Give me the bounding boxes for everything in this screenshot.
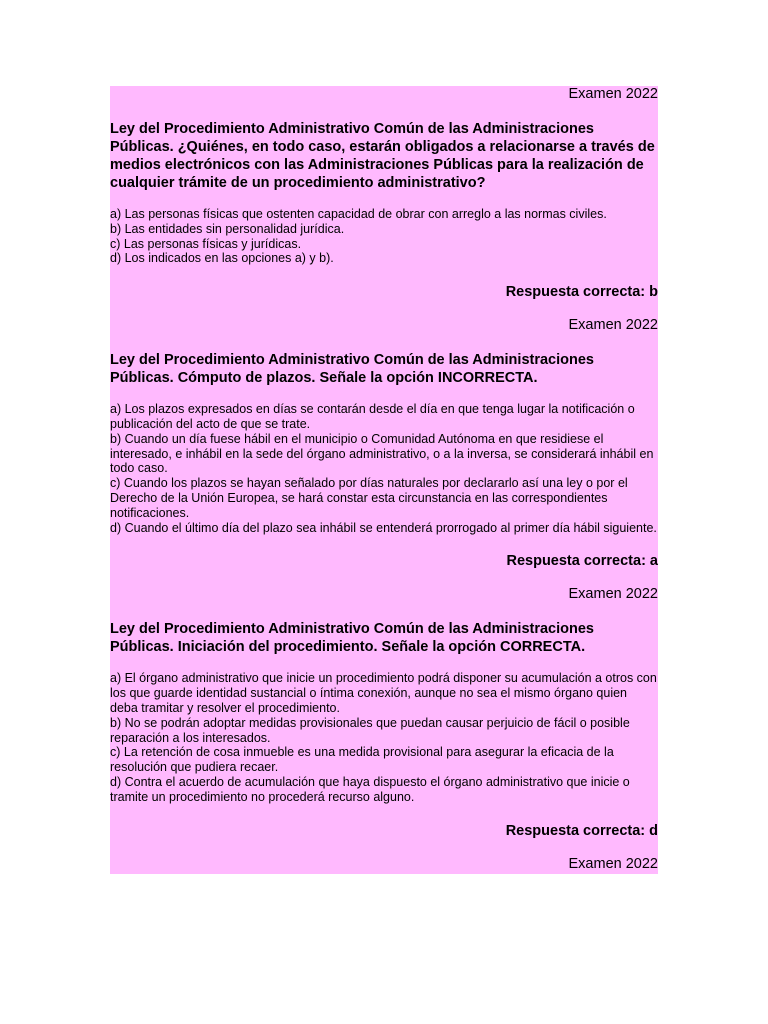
option-a: a) El órgano administrativo que inicie un procedimiento podrá disponer su acumulación a otros con los que guarde identidad sustancial o íntima conexión, aunque no sea el mismo órgano quien deba tramitar y resolver el procedimiento. <box>110 671 657 715</box>
option-d: d) Cuando el último día del plazo sea inhábil se entenderá prorrogado al primer día hábil siguiente. <box>110 520 657 535</box>
options-list <box>110 671 658 804</box>
option-a: a) Las personas físicas que ostenten capacidad de obrar con arreglo a las normas civiles. <box>110 207 607 221</box>
option-b: b) Cuando un día fuese hábil en el municipio o Comunidad Autónoma en que residiese el interesado, e inhábil en la sede del órgano administrativo, o a la inversa, se considerará inhábil en todo caso. <box>110 431 654 476</box>
option-b: b) No se podrán adoptar medidas provisionales que puedan causar perjuicio de fácil o posible reparación a los interesados. <box>110 715 630 745</box>
trailing-exam-tag: Examen 2022 <box>568 855 658 872</box>
question-text: Ley del Procedimiento Administrativo Común de las Administraciones Públicas. Cómputo de plazos. Señale la opción INCORRECTA. <box>110 352 594 387</box>
question-block-2 <box>110 317 658 570</box>
exam-tag: Examen 2022 <box>568 86 658 102</box>
correct-answer: Respuesta correcta: b <box>505 284 658 301</box>
option-b: b) Las entidades sin personalidad jurídica. <box>110 221 345 236</box>
options-list <box>110 207 658 266</box>
correct-answer: Respuesta correcta: d <box>505 822 658 839</box>
option-d: d) Contra el acuerdo de acumulación que haya dispuesto el órgano administrativo que inicie o tramite un procedimiento no procederá recurso alguno. <box>110 774 630 804</box>
question-block-1 <box>110 86 658 301</box>
question-block-3 <box>110 586 658 839</box>
option-d: d) Los indicados en las opciones a) y b). <box>110 251 334 266</box>
question-text: Ley del Procedimiento Administrativo Común de las Administraciones Públicas. ¿Quiénes, en todo caso, estarán obligados a relacionarse a través de medios electrónicos con las Administraciones Públicas para la realización de cualquier trámite de un procedimiento administrativo? <box>110 121 655 191</box>
option-a: a) Los plazos expresados en días se contarán desde el día en que tenga lugar la notificación o publicación del acto de que se trate. <box>110 402 635 431</box>
option-c: c) Cuando los plazos se hayan señalado por días naturales por declararlo así una ley o por el Derecho de la Unión Europea, se hará constar esta circunstancia en las correspondientes notificaciones. <box>110 476 628 520</box>
highlighted-content <box>110 86 658 874</box>
correct-answer: Respuesta correcta: a <box>506 553 658 570</box>
exam-tag: Examen 2022 <box>568 317 658 334</box>
exam-tag: Examen 2022 <box>568 586 658 603</box>
question-text: Ley del Procedimiento Administrativo Común de las Administraciones Públicas. Iniciación del procedimiento. Señale la opción CORRECTA. <box>110 621 594 656</box>
option-c: c) Las personas físicas y jurídicas. <box>110 236 302 251</box>
option-c: c) La retención de cosa inmueble es una medida provisional para asegurar la eficacia de la resolución que pudiera recaer. <box>110 745 614 775</box>
options-list <box>110 402 658 535</box>
